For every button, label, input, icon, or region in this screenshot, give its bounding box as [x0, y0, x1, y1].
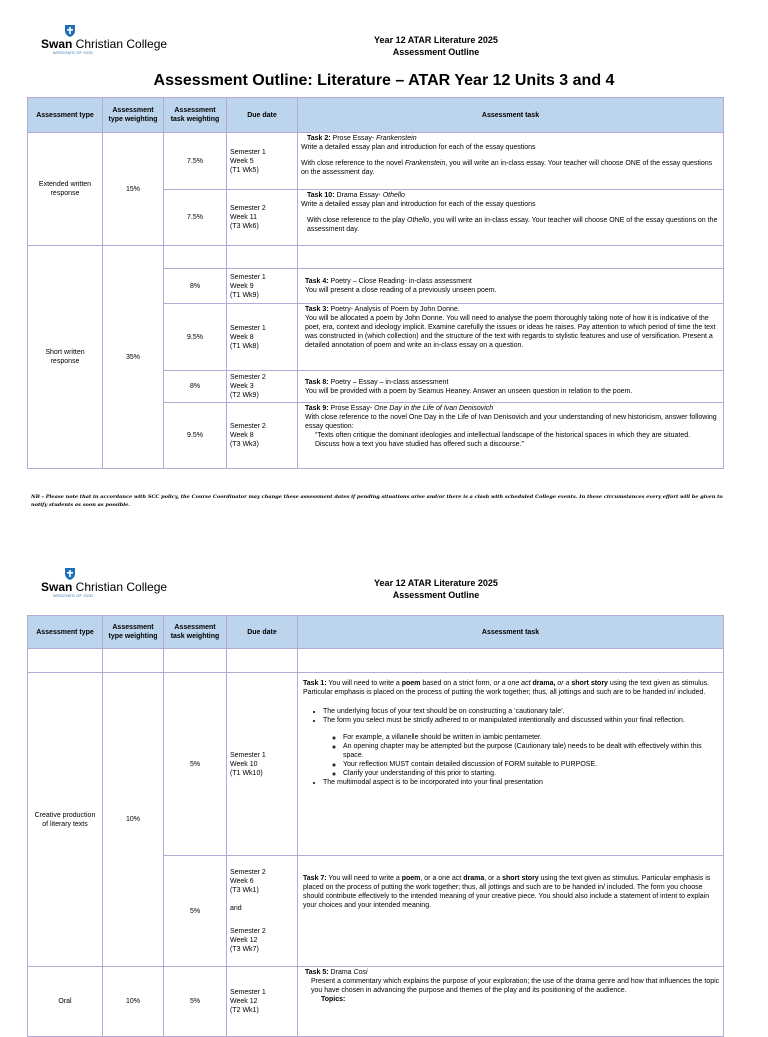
- due-line: Semester 1: [230, 148, 266, 156]
- bullet-item: • The multimodal aspect is to be incorporated into your final presentation: [323, 778, 720, 787]
- task-heading-title: Frankenstein: [376, 135, 417, 142]
- task-cell: [298, 856, 724, 967]
- empty-cell: [298, 649, 724, 673]
- task-weighting-cell: 9.5%: [164, 304, 227, 371]
- task-bullets: [301, 707, 720, 787]
- due-line: Week 8: [230, 432, 254, 439]
- policy-note: NB – Please note that in accordance with SCC policy, the Course Coordinator may change these assessment dates if pending situations arise and/or there is a clash with scheduled College events. In these circumstances every effort will be given to notify students as soon as possible.: [31, 494, 723, 508]
- due-date-cell: [227, 371, 298, 403]
- task-cell: [298, 403, 724, 469]
- task-line: With close reference to the novel Frankenstein, you will write an in-class essay. Your teacher will choose ONE of the essay questions on the assessment day.: [301, 160, 713, 176]
- assessment-type-cell: Extended written response: [28, 133, 103, 246]
- logo-text: Swan Christian College: [41, 580, 168, 594]
- task-weighting-cell: 7.5%: [164, 133, 227, 190]
- due-date-cell: [227, 190, 298, 246]
- task-weighting-cell: 5%: [164, 967, 227, 1037]
- task-line: Write a detailed essay plan and introduction for each of the essay questions: [301, 144, 536, 151]
- due-line: Week 3: [230, 383, 254, 390]
- due-line: (T1 Wk5): [230, 166, 259, 174]
- due-line: Semester 2: [230, 869, 266, 876]
- doc-header-line2: Assessment Outline: [392, 590, 480, 600]
- type-weighting-cell: 10%: [103, 967, 164, 1037]
- task-heading-text: Prose Essay-: [328, 405, 375, 412]
- type-weighting-cell: 35%: [103, 246, 164, 469]
- doc-header-line1: Year 12 ATAR Literature 2025: [374, 578, 498, 588]
- doc-header-line2: Assessment Outline: [392, 47, 480, 57]
- col-header-due-date: Due date: [227, 616, 298, 649]
- bullet-item: • The form you select must be strictly adhered to or manipulated intentionally and discussed within your final reflection. ◦ For example, a villanelle should be written in iambic pentameter. ◦ An opening chapter may be attempted but the purpose (Cautionary tale) needs to be dealt with effectively within this space. ◦ Your reflection MUST contain detailed discussion of FORM suitable to PURPOSE. ◦ Clarify your understanding of this prior to starting.: [323, 716, 720, 778]
- task-line: Write a detailed essay plan and introduction for each of the essay questions: [301, 201, 536, 208]
- shield-cross-icon: [64, 24, 76, 38]
- due-line: Semester 1: [230, 989, 266, 996]
- task-weighting-cell: 5%: [164, 856, 227, 967]
- task-weighting-cell: 5%: [164, 673, 227, 856]
- col-header-type-weighting: Assessment type weighting: [103, 616, 164, 649]
- sub-bullet-item: ◦ Your reflection MUST contain detailed discussion of FORM suitable to PURPOSE.: [343, 760, 720, 769]
- due-date-cell: [227, 856, 298, 967]
- col-header-task: Assessment task: [298, 616, 724, 649]
- task-heading-text: Drama Essay-: [334, 192, 383, 199]
- empty-cell: [164, 246, 227, 269]
- sub-bullet-item: ◦ For example, a villanelle should be written in iambic pentameter.: [343, 733, 720, 742]
- logo-text: Swan Christian College: [41, 37, 168, 51]
- task-heading-text: Poetry – Close Reading- in-class assessment: [328, 278, 472, 285]
- empty-cell: [28, 649, 103, 673]
- empty-cell: [227, 649, 298, 673]
- due-line: Week 12: [230, 937, 258, 944]
- empty-cell: [227, 246, 298, 269]
- task-cell: [298, 190, 724, 246]
- due-line: (T3 Wk1): [230, 887, 259, 894]
- task-heading-title: Cosi: [353, 969, 368, 976]
- col-header-task-weighting: Assessment task weighting: [164, 616, 227, 649]
- assessment-table-1: [27, 97, 724, 469]
- logo-tagline: WISDOM'S OF GOD: [53, 50, 94, 55]
- col-header-type: Assessment type: [28, 98, 103, 133]
- task-line: With close reference to the novel One Day in the Life of Ivan Denisovich and your understanding of new historicism, answer following essay question:: [305, 414, 717, 430]
- logo-tagline: WISDOM'S OF GOD: [53, 593, 94, 598]
- due-line: Semester 1: [230, 751, 266, 759]
- doc-header: [336, 34, 536, 58]
- table-row: [28, 649, 724, 673]
- empty-cell: [103, 649, 164, 673]
- col-header-task-weighting: Assessment task weighting: [164, 98, 227, 133]
- task-line: Present a commentary which explains the purpose of your exploration; the use of the drama genre and how that influences the topic you have chosen in advancing the purpose and themes of the play and its positioning of the audience.: [311, 978, 720, 994]
- col-header-type-weighting: Assessment type weighting: [103, 98, 164, 133]
- due-line: (T1 Wk9): [230, 291, 259, 299]
- due-date-cell: [227, 133, 298, 190]
- type-weighting-cell: 10%: [103, 673, 164, 967]
- task-line: You will be allocated a poem by John Donne. You will need to analyse the poem thoroughly taking note of how it is indicative of the poet, era, context and ideology implicit. Examine carefully the issues or ideas he raises. Pay attention to which period of time the text was constructed in (which collection) and the structure of the text with regards to stylistic features and use of versification. Present a detailed annotation of poem and write an in-class essay on a question.: [305, 315, 716, 349]
- due-line: (T3 Wk7): [230, 946, 259, 953]
- page-title: Assessment Outline: Literature – ATAR Year 12 Units 3 and 4: [153, 72, 615, 89]
- task-line: You will be provided with a poem by Seamus Heaney. Answer an unseen question in relation to the poem.: [305, 387, 633, 395]
- task-line: Task 7: You will need to write a poem, or a one act drama, or a short story using the text given as stimulus. Particular emphasis is placed on the process of putting the work together; thus, all jottings and such are to be handed in/ included. The form you choose should contribute effectively to the intended meaning of your creative piece. You should also include a statement of intent to explain your choices and your intended meaning.: [303, 875, 711, 909]
- due-line: Semester 2: [230, 423, 266, 430]
- due-line: (T1 Wk8): [230, 342, 259, 350]
- due-line: (T3 Wk3): [230, 441, 259, 448]
- due-line: Semester 1: [230, 273, 266, 281]
- task-heading-title: Othello: [382, 192, 405, 199]
- task-weighting-cell: 9.5%: [164, 403, 227, 469]
- table-row: [28, 673, 724, 856]
- sub-bullet-item: ◦ Clarify your understanding of this prior to starting.: [343, 769, 720, 778]
- due-line: Week 11: [230, 214, 257, 221]
- due-line: (T2 Wk9): [230, 392, 259, 399]
- col-header-due-date: Due date: [227, 98, 298, 133]
- task-heading-title: One Day in the Life of Ivan Denisovich: [374, 405, 494, 412]
- assessment-type-cell: Oral: [28, 967, 103, 1037]
- task-line: With close reference to the play Othello, you will write an in-class essay. Your teacher will choose ONE of the essay questions on the assessment day.: [307, 217, 718, 233]
- task-line: You will present a close reading of a previously unseen poem.: [305, 287, 497, 294]
- due-line: Semester 1: [230, 324, 266, 332]
- essay-question: “Texts often critique the dominant ideologies and intellectual landscape of the historical spaces in which they are situated. Discuss how a text you have studied has offered such a discourse.”: [315, 432, 691, 448]
- task-heading: Task 3:: [305, 306, 329, 313]
- college-logo: [41, 24, 168, 55]
- task-weighting-cell: 8%: [164, 371, 227, 403]
- task-cell: [298, 673, 724, 856]
- task-cell: [298, 371, 724, 403]
- task-heading-text: Drama: [328, 969, 354, 976]
- college-logo: [41, 567, 168, 598]
- due-and: and: [230, 905, 242, 912]
- due-date-cell: [227, 673, 298, 856]
- task-heading: Task 5:: [305, 969, 329, 976]
- shield-cross-icon: [64, 567, 76, 581]
- table-row: [28, 133, 724, 190]
- due-line: Week 12: [230, 998, 258, 1005]
- task-heading-text: Prose Essay-: [330, 135, 377, 142]
- task-heading-text: Poetry – Essay – in-class assessment: [328, 378, 449, 386]
- due-line: (T2 Wk1): [230, 1007, 259, 1014]
- due-line: Semester 2: [230, 928, 266, 935]
- table-header-row: [28, 98, 724, 133]
- due-line: Week 5: [230, 157, 254, 165]
- assessment-type-cell: Short written response: [28, 246, 103, 469]
- task-heading-text: Poetry- Analysis of Poem by John Donne.: [328, 306, 460, 313]
- col-header-type: Assessment type: [28, 616, 103, 649]
- due-line: Semester 2: [230, 205, 266, 212]
- sub-bullet-item: ◦ An opening chapter may be attempted but the purpose (Cautionary tale) needs to be dealt with effectively within this space.: [343, 742, 720, 760]
- doc-header: [336, 577, 536, 601]
- due-line: Week 10: [230, 760, 258, 768]
- due-line: Semester 2: [230, 374, 266, 381]
- type-weighting-cell: 15%: [103, 133, 164, 246]
- topics-label: Topics:: [321, 996, 346, 1003]
- task-heading: Task 4:: [305, 278, 329, 285]
- assessment-table-2: [27, 615, 724, 1037]
- col-header-task: Assessment task: [298, 98, 724, 133]
- doc-header-line1: Year 12 ATAR Literature 2025: [374, 35, 498, 45]
- table-row: [28, 246, 724, 269]
- due-date-cell: [227, 269, 298, 304]
- table-row: [28, 967, 724, 1037]
- assessment-type-cell: Creative production of literary texts: [28, 673, 103, 967]
- task-weighting-cell: 8%: [164, 269, 227, 304]
- task-cell: [298, 967, 724, 1037]
- due-date-cell: [227, 967, 298, 1037]
- due-date-cell: [227, 304, 298, 371]
- bullet-item: • The underlying focus of your text should be on constructing a ‘cautionary tale’.: [323, 707, 720, 716]
- table-header-row: [28, 616, 724, 649]
- due-line: Week 6: [230, 878, 254, 885]
- task-cell: [298, 269, 724, 304]
- empty-cell: [298, 246, 724, 269]
- task-cell: [298, 304, 724, 371]
- task-heading: Task 10:: [307, 192, 335, 199]
- empty-cell: [164, 649, 227, 673]
- task-sub-bullets: [323, 733, 720, 778]
- due-line: Week 8: [230, 333, 254, 341]
- task-heading: Task 8:: [305, 378, 329, 386]
- due-line: (T1 Wk10): [230, 769, 263, 777]
- task-heading: Task 9:: [305, 405, 329, 412]
- task-weighting-cell: 7.5%: [164, 190, 227, 246]
- task-cell: [298, 133, 724, 190]
- task-heading: Task 2:: [307, 135, 331, 142]
- task-line: Task 1: You will need to write a poem based on a strict form, or a one act drama, or a short story using the text given as stimulus. Particular emphasis is placed on the process of putting the work together; thus, all jottings and such are to be handed in/ included.: [303, 680, 710, 696]
- due-date-cell: [227, 403, 298, 469]
- due-line: Week 9: [230, 282, 254, 290]
- due-line: (T3 Wk6): [230, 223, 259, 230]
